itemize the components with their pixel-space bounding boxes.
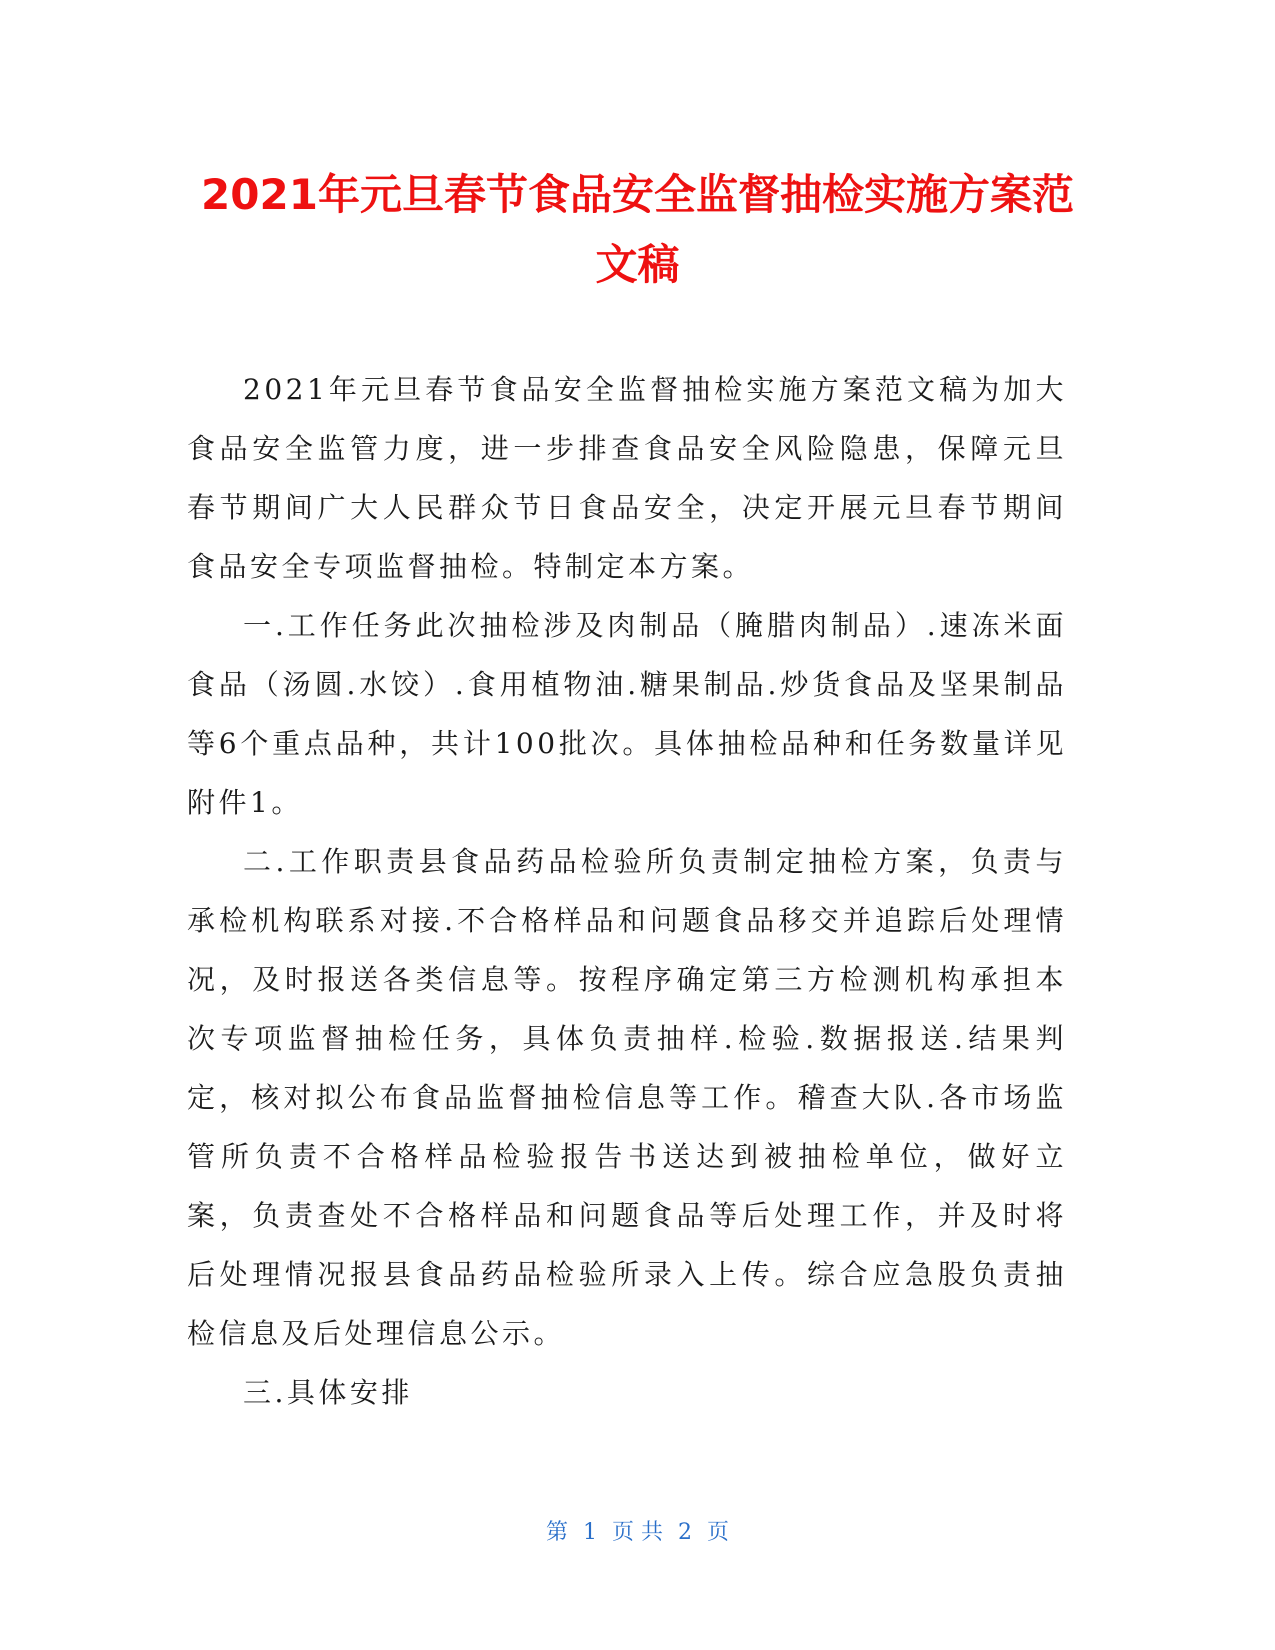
paragraph-duties: 二.工作职责县食品药品检验所负责制定抽检方案，负责与承检机构联系对接.不合格样品和问题食品移交并追踪后处理情况，及时报送各类信息等。按程序确定第三方检测机构承担本次专项监督抽检任务，具体负责抽样.检验.数据报送.结果判定，核对拟公布食品监督抽检信息等工作。稽查大队.各市场监管所负责不合格样品检验报告书送达到被抽检单位，做好立案，负责查处不合格样品和问题食品等后处理工作，并及时将后处理情况报县食品药品检验所录入上传。综合应急股负责抽检信息及后处理信息公示。 (187, 845, 1067, 1350)
footer-prefix: 第 (545, 1520, 568, 1545)
title-line-1: 2021年元旦春节食品安全监督抽检实施方案范 (201, 170, 1074, 219)
footer-current-page: 1 (583, 1520, 597, 1545)
page-footer (0, 1518, 1275, 1548)
paragraph-arrangements: 三.具体安排 (243, 1376, 413, 1409)
document-title (150, 160, 1125, 300)
footer-total-pages: 2 (678, 1520, 692, 1545)
paragraph-intro: 2021年元旦春节食品安全监督抽检实施方案范文稿为加大食品安全监管力度，进一步排查食品安全风险隐患，保障元旦春节期间广大人民群众节日食品安全，决定开展元旦春节期间食品安全专项监督抽检。特制定本方案。 (187, 373, 1067, 583)
document-body (187, 360, 1067, 1422)
footer-suffix: 页 (707, 1520, 730, 1545)
footer-middle: 页 共 (612, 1520, 663, 1545)
paragraph-tasks: 一.工作任务此次抽检涉及肉制品（腌腊肉制品）.速冻米面食品（汤圆.水饺）.食用植物油.糖果制品.炒货食品及坚果制品等6个重点品种，共计100批次。具体抽检品种和任务数量详见附件1。 (187, 609, 1067, 819)
title-line-2: 文稿 (595, 240, 680, 289)
